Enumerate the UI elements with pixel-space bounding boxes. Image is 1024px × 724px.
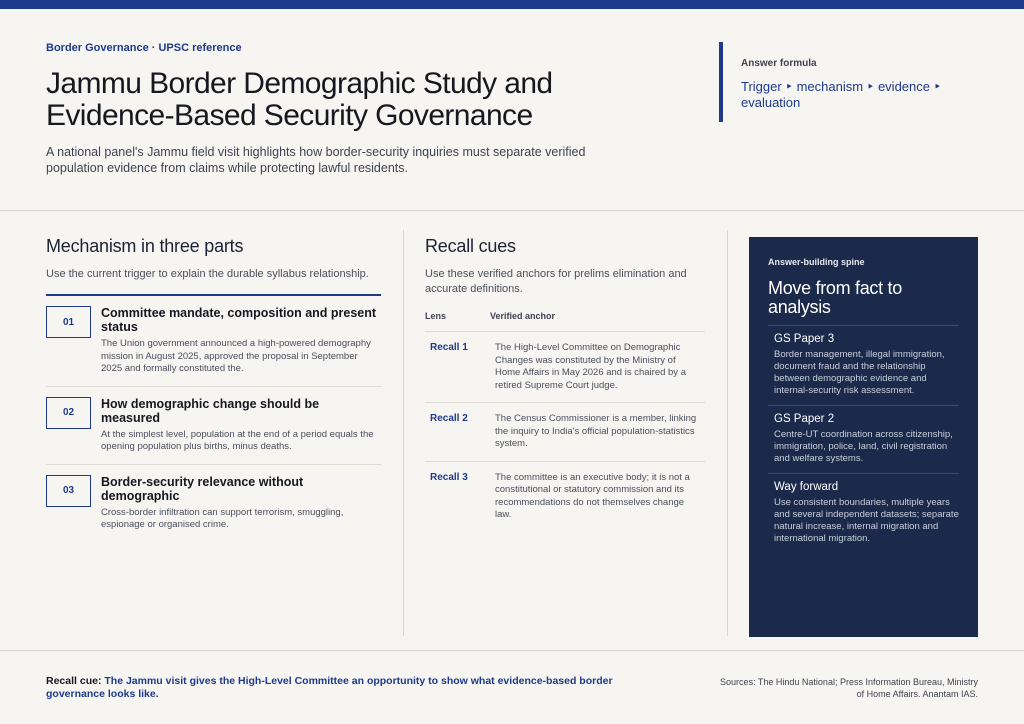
recall-cue-text: The Jammu visit gives the High-Level Committee an opportunity to show what evidence-based border governance looks like. bbox=[46, 675, 613, 700]
recall-subtitle: Use these verified anchors for prelims elimination and accurate definitions. bbox=[425, 268, 687, 295]
recall-cue-label: Recall cue: bbox=[46, 675, 102, 687]
mechanism-item bbox=[46, 387, 381, 465]
recall-row bbox=[425, 462, 705, 532]
mechanism-item-title: Committee mandate, composition and present status bbox=[101, 306, 377, 334]
mechanism-item bbox=[46, 465, 381, 542]
mechanism-item-text: At the simplest level, population at the end of a period equals the opening population plus births, minus deaths. bbox=[101, 428, 374, 452]
page-title: Jammu Border Demographic Study and Evidence-Based Security Governance bbox=[46, 67, 553, 132]
recall-text: The Census Commissioner is a member, linking the inquiry to India's official population-statistics system. bbox=[495, 413, 697, 449]
mechanism-subtitle: Use the current trigger to explain the durable syllabus relationship. bbox=[46, 268, 369, 280]
recall-label: Recall 3 bbox=[430, 471, 468, 483]
answer-formula-text: Trigger ‣ mechanism ‣ evidence ‣ evaluation bbox=[741, 79, 942, 110]
mechanism-item-text: The Union government announced a high-powered demography mission in August 2025, approved the proposal in September 2025 and formally constituted the. bbox=[101, 338, 371, 374]
mechanism-heading: Mechanism in three parts bbox=[46, 236, 244, 256]
recall-heading: Recall cues bbox=[425, 236, 516, 256]
recall-row bbox=[425, 332, 705, 403]
spine-block-heading: Way forward bbox=[774, 481, 839, 493]
mechanism-number: 02 bbox=[46, 397, 91, 429]
spine-label: Answer-building spine bbox=[768, 257, 865, 267]
header-divider bbox=[0, 210, 1024, 211]
mechanism-item-title: Border-security relevance without demographic bbox=[101, 474, 304, 503]
sources: Sources: The Hindu National; Press Information Bureau, Ministry of Home Affairs. Anantam IAS. bbox=[720, 677, 978, 699]
mechanism-item bbox=[46, 296, 381, 387]
answer-spine-panel bbox=[749, 237, 978, 637]
lens-column-header: Lens bbox=[425, 311, 447, 321]
lede: A national panel's Jammu field visit highlights how border-security inquiries must separate verified population evidence from claims while protecting lawful residents. bbox=[46, 145, 586, 175]
spine-block-text: Centre-UT coordination across citizenship, immigration, police, land, civil registration and welfare systems. bbox=[774, 429, 953, 464]
top-accent-bar bbox=[0, 0, 1024, 9]
spine-block bbox=[768, 474, 959, 553]
spine-block-heading: GS Paper 3 bbox=[774, 333, 835, 345]
mechanism-number: 03 bbox=[46, 475, 91, 507]
recall-text: The High-Level Committee on Demographic Changes was constituted by the Ministry of Home Affairs in May 2026 and is chaired by a retired Supreme Court judge. bbox=[495, 342, 686, 391]
spine-title: Move from fact to analysis bbox=[768, 279, 959, 326]
mechanism-item-text: Cross-border infiltration can support terrorism, smuggling, espionage or organised crime. bbox=[101, 506, 344, 530]
recall-text: The committee is an executive body; it is not a constitutional or statutory commission and its recommendations do not themselves change law. bbox=[495, 471, 690, 520]
spine-block bbox=[768, 326, 959, 406]
answer-formula-label: Answer formula bbox=[741, 58, 817, 69]
page-header bbox=[46, 42, 646, 176]
anchor-column-header: Verified anchor bbox=[490, 311, 556, 321]
spine-block bbox=[768, 406, 959, 474]
recall-column bbox=[425, 236, 705, 532]
footer-recall-cue bbox=[46, 675, 646, 701]
spine-block-text: Use consistent boundaries, multiple years and several independent datasets; separate natural increase, internal migration and international migration. bbox=[774, 497, 959, 544]
column-divider bbox=[403, 230, 404, 636]
answer-formula-box bbox=[719, 42, 969, 122]
recall-table-header bbox=[425, 311, 705, 332]
recall-label: Recall 1 bbox=[430, 342, 468, 353]
recall-row bbox=[425, 403, 705, 462]
mechanism-number: 01 bbox=[46, 306, 91, 338]
spine-block-heading: GS Paper 2 bbox=[774, 413, 835, 425]
mechanism-item-title: How demographic change should be measured bbox=[101, 396, 320, 425]
kicker: Border Governance · UPSC reference bbox=[46, 42, 242, 54]
column-divider bbox=[727, 230, 728, 636]
footer-divider bbox=[0, 650, 1024, 651]
spine-block-text: Border management, illegal immigration, document fraud and the relationship between demographic evidence and internal-security risk assessment. bbox=[774, 349, 945, 396]
mechanism-column bbox=[46, 236, 381, 542]
recall-label: Recall 2 bbox=[430, 413, 468, 424]
